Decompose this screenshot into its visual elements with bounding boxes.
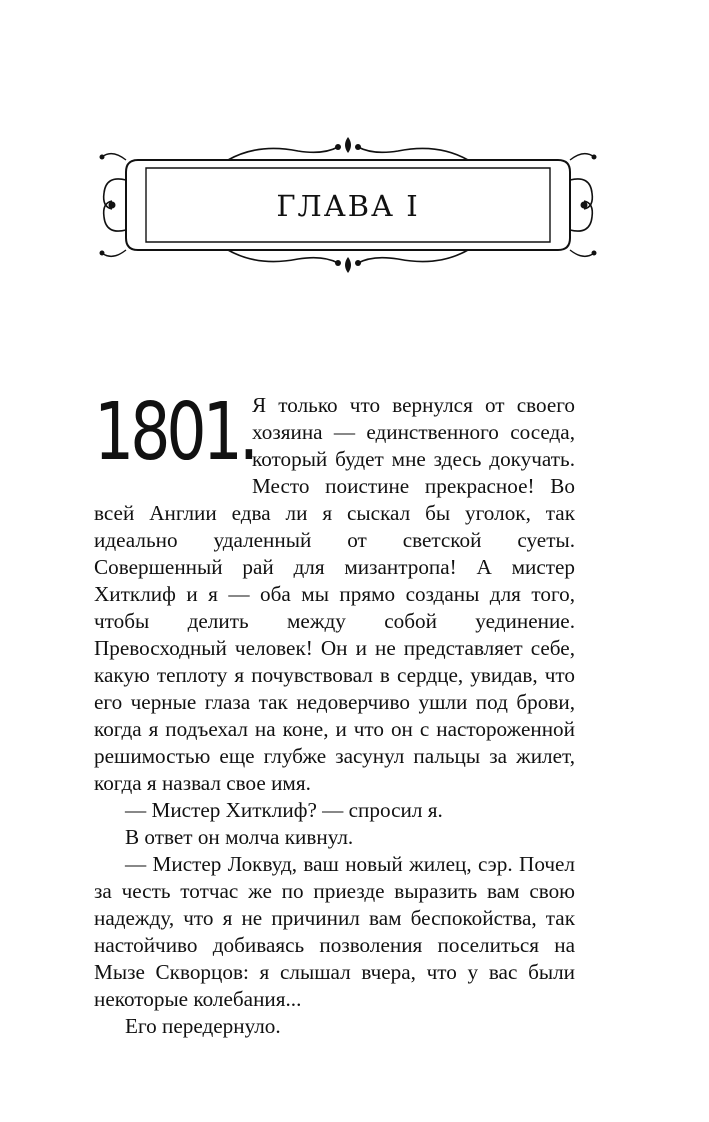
opening-paragraph-text: Я только что вернулся от своего хозяина — единственного соседа, который будет мне здесь докучать. Место поистине прекрасное! Во всей Англии едва ли я сыскал бы уголок, так идеально удаленный от светской суеты. Совершенный рай для мизантропа! А мистер Хитклиф и я — оба мы прямо созданы для того, чтобы делить между собой уединение. Превосходный человек! Он и не представляет себе, какую теплоту я почувствовал в сердце, увидав, что его черные глаза так недоверчиво ушли под брови, когда я подъехал на коне, и что он с настороженной решимостью еще глубже засунул пальцы за жилет, когда я назвал свое имя.: [94, 393, 575, 795]
dialogue-paragraph: В ответ он молча кивнул.: [125, 825, 354, 849]
chapter-ornament-frame: [98, 135, 598, 275]
opening-paragraph: [94, 386, 575, 797]
chapter-text: [94, 386, 575, 1040]
year-dropcap: 1801.: [94, 386, 255, 478]
chapter-title: ГЛАВА I: [276, 189, 420, 223]
dialogue-paragraph: — Мистер Локвуд, ваш новый жилец, сэр. Почел за честь тотчас же по приезде выразить вам свою надежду, что я не причинил вам беспокойства, так настойчиво добиваясь позволения поселиться на Мызе Скворцов: я слышал вчера, что у вас были некоторые колебания...: [94, 852, 575, 1011]
dialogue-paragraph: Его передернуло.: [125, 1014, 281, 1038]
dialogue-paragraph: — Мистер Хитклиф? — спросил я.: [125, 798, 443, 822]
